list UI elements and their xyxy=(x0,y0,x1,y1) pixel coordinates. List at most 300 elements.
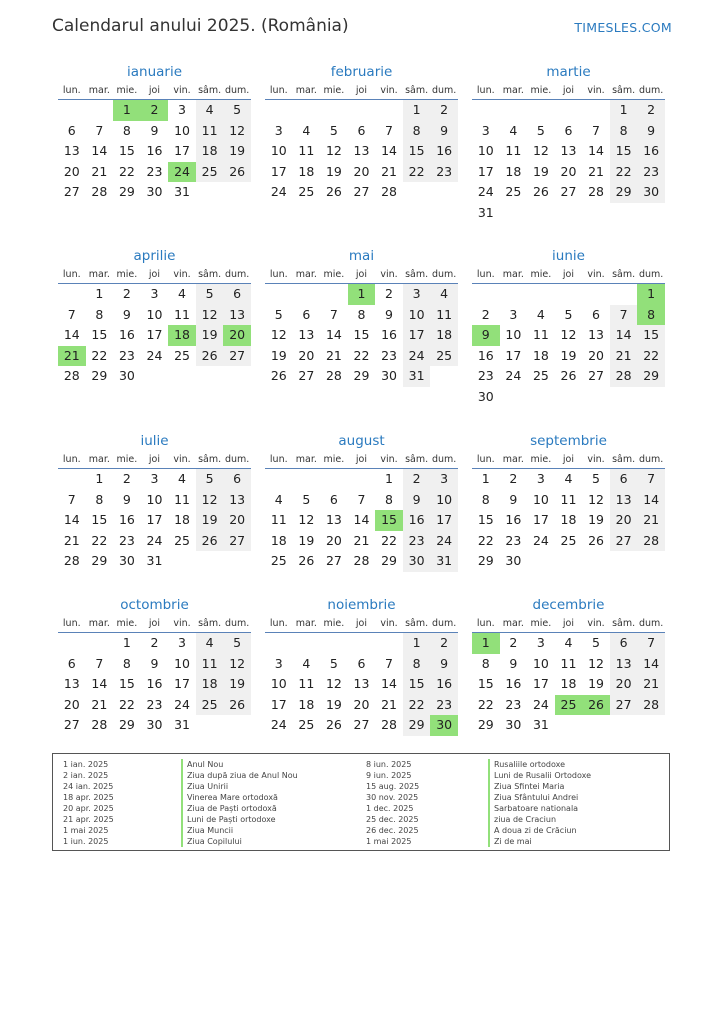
week-row xyxy=(472,121,665,142)
day-cell: 7 xyxy=(610,305,638,326)
weekday-header xyxy=(472,615,665,633)
weekday-label: mie. xyxy=(530,454,552,465)
day-cell: 22 xyxy=(91,347,108,363)
week-row xyxy=(265,490,458,511)
empty-cell xyxy=(430,366,458,387)
day-cell: 29 xyxy=(610,182,638,203)
day-cell: 8 xyxy=(95,491,104,507)
day-cell: 23 xyxy=(146,696,163,712)
legend-holiday-name: Ziua după ziua de Anul Nou xyxy=(181,770,298,781)
empty-cell xyxy=(500,100,528,121)
week-row xyxy=(265,469,458,490)
weekday-label: vin. xyxy=(173,454,191,465)
day-cell: 6 xyxy=(592,306,600,322)
holiday-day-cell: 9 xyxy=(472,325,500,346)
day-cell: 18 xyxy=(298,163,315,179)
day-cell: 6 xyxy=(223,469,251,490)
day-cell: 13 xyxy=(588,327,604,342)
weekday-header xyxy=(265,266,458,284)
week-row xyxy=(265,674,458,695)
day-cell: 11 xyxy=(532,327,549,342)
day-cell: 26 xyxy=(298,553,315,568)
week-row xyxy=(472,490,665,511)
day-cell: 18 xyxy=(505,163,522,179)
day-cell: 22 xyxy=(477,532,494,548)
day-cell: 29 xyxy=(403,715,431,736)
week-row xyxy=(265,531,458,552)
day-cell: 11 xyxy=(196,654,224,675)
day-cell: 18 xyxy=(430,325,458,346)
week-row xyxy=(58,325,251,346)
day-cell: 30 xyxy=(505,717,522,732)
empty-cell xyxy=(223,366,251,387)
day-cell: 7 xyxy=(357,491,366,507)
weekday-label: sâm. xyxy=(405,618,429,629)
day-cell: 22 xyxy=(403,162,431,183)
weekday-label: vin. xyxy=(587,618,605,629)
week-row xyxy=(472,510,665,531)
day-cell: 22 xyxy=(477,696,494,712)
day-cell: 12 xyxy=(270,327,287,342)
holiday-day-cell: 26 xyxy=(582,695,610,716)
weekday-label: joi xyxy=(355,454,368,465)
day-cell: 8 xyxy=(481,491,490,507)
day-cell: 15 xyxy=(477,676,494,691)
day-cell: 18 xyxy=(560,676,577,691)
weekday-label: mie. xyxy=(323,85,345,96)
weekday-label: vin. xyxy=(380,454,398,465)
empty-cell xyxy=(582,203,610,224)
day-cell: 14 xyxy=(63,512,80,527)
holiday-day-cell: 2 xyxy=(141,100,169,121)
day-cell: 21 xyxy=(381,163,397,179)
week-row xyxy=(265,715,458,736)
day-cell: 28 xyxy=(325,368,342,383)
day-cell: 30 xyxy=(477,388,494,404)
empty-cell xyxy=(293,633,321,654)
day-cell: 9 xyxy=(122,491,131,507)
empty-cell xyxy=(500,387,528,408)
day-cell: 24 xyxy=(146,347,163,363)
day-cell: 19 xyxy=(560,347,577,363)
empty-cell xyxy=(223,182,251,203)
day-cell: 1 xyxy=(403,633,431,654)
day-cell: 8 xyxy=(403,121,431,142)
day-cell: 14 xyxy=(91,143,108,158)
day-cell: 7 xyxy=(592,122,600,138)
day-cell: 9 xyxy=(430,121,458,142)
empty-cell xyxy=(500,284,528,305)
month-name: august xyxy=(338,433,385,449)
day-cell: 7 xyxy=(637,633,665,654)
empty-cell xyxy=(555,203,583,224)
weekday-label: vin. xyxy=(587,269,605,280)
weekday-label: joi xyxy=(148,85,161,96)
weekday-label: mar. xyxy=(502,85,524,96)
day-cell: 20 xyxy=(610,510,638,531)
day-cell: 22 xyxy=(118,163,135,179)
day-cell: 14 xyxy=(637,654,665,675)
week-row xyxy=(472,100,665,121)
day-cell: 3 xyxy=(481,122,490,138)
weekday-label: mie. xyxy=(323,454,345,465)
week-row xyxy=(58,654,251,675)
day-cell: 16 xyxy=(146,676,163,691)
week-row xyxy=(58,531,251,552)
holiday-day-cell: 1 xyxy=(472,633,500,654)
day-cell: 11 xyxy=(270,512,287,527)
legend-holiday-name: Ziua Sfântului Andrei xyxy=(488,792,591,803)
day-cell: 1 xyxy=(403,100,431,121)
day-cell: 13 xyxy=(610,490,638,511)
legend-date: 21 apr. 2025 xyxy=(63,815,114,824)
week-row xyxy=(265,305,458,326)
day-cell: 19 xyxy=(196,325,224,346)
week-row xyxy=(58,490,251,511)
month-name: iulie xyxy=(140,433,169,449)
day-cell: 20 xyxy=(610,674,638,695)
day-cell: 4 xyxy=(509,122,518,138)
day-cell: 6 xyxy=(223,284,251,305)
weekday-label: dum. xyxy=(224,618,250,629)
holiday-day-cell: 8 xyxy=(637,305,665,326)
day-cell: 16 xyxy=(477,347,494,363)
day-cell: 15 xyxy=(353,327,370,342)
weekday-label: lun. xyxy=(476,269,495,280)
empty-cell xyxy=(610,203,638,224)
week-row xyxy=(58,366,251,387)
day-cell: 25 xyxy=(174,347,190,363)
weekday-label: joi xyxy=(562,269,575,280)
week-row xyxy=(265,162,458,183)
month-iulie xyxy=(58,431,251,572)
weekday-label: dum. xyxy=(224,269,250,280)
day-cell: 15 xyxy=(403,674,431,695)
weekday-label: sâm. xyxy=(612,618,636,629)
weekday-label: mar. xyxy=(88,618,110,629)
day-cell: 13 xyxy=(353,143,370,158)
day-cell: 29 xyxy=(381,553,397,568)
day-cell: 19 xyxy=(325,163,342,179)
day-cell: 19 xyxy=(298,532,315,548)
day-cell: 7 xyxy=(67,306,76,322)
day-cell: 14 xyxy=(637,490,665,511)
day-cell: 13 xyxy=(560,143,577,158)
day-cell: 29 xyxy=(477,553,494,568)
day-cell: 16 xyxy=(430,141,458,162)
week-row xyxy=(58,674,251,695)
day-cell: 17 xyxy=(532,512,549,527)
empty-cell xyxy=(265,633,293,654)
weekday-label: mie. xyxy=(530,269,552,280)
day-cell: 19 xyxy=(325,696,342,712)
weekday-label: mie. xyxy=(530,618,552,629)
empty-cell xyxy=(582,284,610,305)
day-cell: 2 xyxy=(430,633,458,654)
day-cell: 7 xyxy=(385,122,393,138)
day-cell: 3 xyxy=(430,469,458,490)
month-name: octombrie xyxy=(120,597,189,613)
day-cell: 27 xyxy=(588,368,604,383)
month-mai xyxy=(265,246,458,387)
week-row xyxy=(472,305,665,326)
empty-cell xyxy=(527,387,555,408)
legend-holiday-name: ziua de Craciun xyxy=(488,814,591,825)
month-martie xyxy=(472,62,665,223)
day-cell: 22 xyxy=(637,346,665,367)
month-name: mai xyxy=(348,248,375,264)
day-cell: 15 xyxy=(118,676,135,691)
empty-cell xyxy=(582,387,610,408)
day-cell: 7 xyxy=(637,469,665,490)
week-row xyxy=(265,100,458,121)
day-cell: 22 xyxy=(353,347,370,363)
day-cell: 16 xyxy=(146,143,163,158)
day-cell: 27 xyxy=(223,531,251,552)
month-name: decembrie xyxy=(532,597,605,613)
day-cell: 5 xyxy=(196,284,224,305)
day-cell: 11 xyxy=(505,143,522,158)
holiday-day-cell: 1 xyxy=(113,100,141,121)
day-cell: 22 xyxy=(610,162,638,183)
day-cell: 12 xyxy=(532,143,549,158)
weekday-label: dum. xyxy=(638,454,664,465)
day-cell: 19 xyxy=(588,512,604,527)
day-cell: 21 xyxy=(353,532,370,548)
day-cell: 4 xyxy=(564,471,573,486)
legend-date: 8 iun. 2025 xyxy=(366,760,412,769)
day-cell: 23 xyxy=(146,163,163,179)
day-cell: 10 xyxy=(146,491,163,507)
day-cell: 24 xyxy=(270,717,287,732)
empty-cell xyxy=(196,366,224,387)
legend-holiday-name: Sarbatoare nationala xyxy=(488,803,591,814)
weekday-header xyxy=(472,451,665,469)
day-cell: 4 xyxy=(178,286,186,301)
weekday-label: sâm. xyxy=(198,454,222,465)
day-cell: 8 xyxy=(95,306,104,322)
day-cell: 14 xyxy=(325,327,342,342)
day-cell: 26 xyxy=(196,346,224,367)
week-row xyxy=(472,633,665,654)
day-cell: 17 xyxy=(270,163,287,179)
day-cell: 20 xyxy=(63,696,80,712)
empty-cell xyxy=(86,100,114,121)
day-cell: 28 xyxy=(63,553,80,568)
day-cell: 18 xyxy=(196,141,224,162)
month-iunie xyxy=(472,246,665,407)
day-cell: 22 xyxy=(381,532,397,548)
empty-cell xyxy=(58,633,86,654)
day-cell: 23 xyxy=(430,695,458,716)
day-cell: 10 xyxy=(174,122,190,138)
holiday-legend xyxy=(52,753,670,851)
empty-cell xyxy=(555,551,583,572)
weekday-label: vin. xyxy=(587,85,605,96)
empty-cell xyxy=(320,284,348,305)
empty-cell xyxy=(375,633,403,654)
day-cell: 17 xyxy=(270,696,287,712)
day-cell: 23 xyxy=(505,696,522,712)
weekday-label: lun. xyxy=(62,454,81,465)
day-cell: 6 xyxy=(610,469,638,490)
empty-cell xyxy=(500,203,528,224)
empty-cell xyxy=(348,100,376,121)
day-cell: 16 xyxy=(637,141,665,162)
day-cell: 20 xyxy=(298,347,315,363)
day-cell: 26 xyxy=(325,717,342,732)
day-cell: 5 xyxy=(536,122,545,138)
weekday-label: dum. xyxy=(224,85,250,96)
month-decembrie xyxy=(472,595,665,736)
weekday-label: mar. xyxy=(295,618,317,629)
day-cell: 3 xyxy=(150,471,159,486)
day-cell: 2 xyxy=(122,286,131,301)
day-cell: 28 xyxy=(637,531,665,552)
brand-link[interactable]: TIMESLES.COM xyxy=(574,20,672,35)
holiday-day-cell: 15 xyxy=(375,510,403,531)
day-cell: 25 xyxy=(560,532,577,548)
weekday-label: sâm. xyxy=(612,85,636,96)
legend-date: 1 iun. 2025 xyxy=(63,837,109,846)
day-cell: 17 xyxy=(174,143,190,158)
day-cell: 1 xyxy=(385,471,393,486)
legend-date: 24 ian. 2025 xyxy=(63,782,114,791)
day-cell: 28 xyxy=(588,184,604,199)
day-cell: 18 xyxy=(532,347,549,363)
week-row xyxy=(472,182,665,203)
day-cell: 3 xyxy=(150,286,159,301)
day-cell: 24 xyxy=(477,184,494,199)
day-cell: 6 xyxy=(67,122,76,138)
month-name: noiembrie xyxy=(327,597,396,613)
empty-cell xyxy=(58,284,86,305)
day-cell: 2 xyxy=(150,635,159,650)
weekday-label: dum. xyxy=(431,269,457,280)
day-cell: 6 xyxy=(302,306,311,322)
week-row xyxy=(58,100,251,121)
legend-holiday-name: Ziua Unirii xyxy=(181,781,298,792)
weekday-label: sâm. xyxy=(198,85,222,96)
day-cell: 12 xyxy=(325,676,342,691)
empty-cell xyxy=(196,182,224,203)
day-cell: 6 xyxy=(357,122,366,138)
day-cell: 10 xyxy=(270,676,287,691)
day-cell: 3 xyxy=(178,102,186,117)
day-cell: 29 xyxy=(477,717,494,732)
day-cell: 30 xyxy=(637,182,665,203)
holiday-day-cell: 24 xyxy=(168,162,196,183)
day-cell: 27 xyxy=(63,184,80,199)
day-cell: 10 xyxy=(532,491,549,507)
day-cell: 9 xyxy=(122,306,131,322)
day-cell: 13 xyxy=(610,654,638,675)
weekday-label: mie. xyxy=(116,85,138,96)
empty-cell xyxy=(223,551,251,572)
empty-cell xyxy=(265,469,293,490)
day-cell: 31 xyxy=(174,184,190,199)
legend-date: 1 dec. 2025 xyxy=(366,804,414,813)
day-cell: 25 xyxy=(505,184,522,199)
week-row xyxy=(58,121,251,142)
day-cell: 21 xyxy=(91,696,108,712)
day-cell: 17 xyxy=(174,676,190,691)
empty-cell xyxy=(86,633,114,654)
day-cell: 19 xyxy=(270,347,287,363)
day-cell: 7 xyxy=(67,491,76,507)
day-cell: 31 xyxy=(477,204,494,220)
empty-cell xyxy=(555,387,583,408)
weekday-label: sâm. xyxy=(198,269,222,280)
day-cell: 16 xyxy=(403,510,431,531)
empty-cell xyxy=(168,551,196,572)
empty-cell xyxy=(555,100,583,121)
empty-cell xyxy=(610,715,638,736)
weekday-label: mie. xyxy=(116,269,138,280)
day-cell: 26 xyxy=(588,532,604,548)
week-row xyxy=(58,695,251,716)
day-cell: 23 xyxy=(118,532,135,548)
legend-holiday-name: Luni de Rusalii Ortodoxe xyxy=(488,770,591,781)
legend-names-col-1 xyxy=(181,759,298,847)
day-cell: 12 xyxy=(223,654,251,675)
month-name: februarie xyxy=(330,64,393,80)
legend-date: 1 mai 2025 xyxy=(63,826,109,835)
day-cell: 9 xyxy=(403,490,431,511)
empty-cell xyxy=(637,203,665,224)
weekday-label: mie. xyxy=(323,269,345,280)
weekday-label: vin. xyxy=(380,618,398,629)
day-cell: 13 xyxy=(325,512,342,527)
week-row xyxy=(472,695,665,716)
day-cell: 21 xyxy=(381,696,397,712)
week-row xyxy=(58,284,251,305)
day-cell: 6 xyxy=(610,633,638,654)
week-row xyxy=(58,715,251,736)
day-cell: 5 xyxy=(592,471,600,486)
legend-date: 2 ian. 2025 xyxy=(63,771,109,780)
day-cell: 7 xyxy=(385,655,393,671)
day-cell: 26 xyxy=(196,531,224,552)
day-cell: 3 xyxy=(274,655,283,671)
day-cell: 11 xyxy=(298,676,315,691)
day-cell: 25 xyxy=(174,532,190,548)
day-cell: 28 xyxy=(637,695,665,716)
weekday-label: joi xyxy=(355,85,368,96)
weekday-label: joi xyxy=(562,454,575,465)
day-cell: 12 xyxy=(196,490,224,511)
holiday-day-cell: 30 xyxy=(430,715,458,736)
legend-holiday-name: Rusaliile ortodoxe xyxy=(488,759,591,770)
day-cell: 12 xyxy=(223,121,251,142)
day-cell: 7 xyxy=(95,655,104,671)
day-cell: 2 xyxy=(509,471,518,486)
day-cell: 8 xyxy=(385,491,393,507)
weekday-label: vin. xyxy=(380,269,398,280)
day-cell: 12 xyxy=(588,491,604,507)
legend-holiday-name: Vinerea Mare ortodoxă xyxy=(181,792,298,803)
day-cell: 3 xyxy=(536,471,545,486)
day-cell: 17 xyxy=(532,676,549,691)
week-row xyxy=(58,469,251,490)
legend-holiday-name: Anul Nou xyxy=(181,759,298,770)
empty-cell xyxy=(527,203,555,224)
month-name: iunie xyxy=(552,248,585,264)
empty-cell xyxy=(196,715,224,736)
day-cell: 4 xyxy=(302,655,311,671)
day-cell: 4 xyxy=(274,491,283,507)
month-august xyxy=(265,431,458,572)
